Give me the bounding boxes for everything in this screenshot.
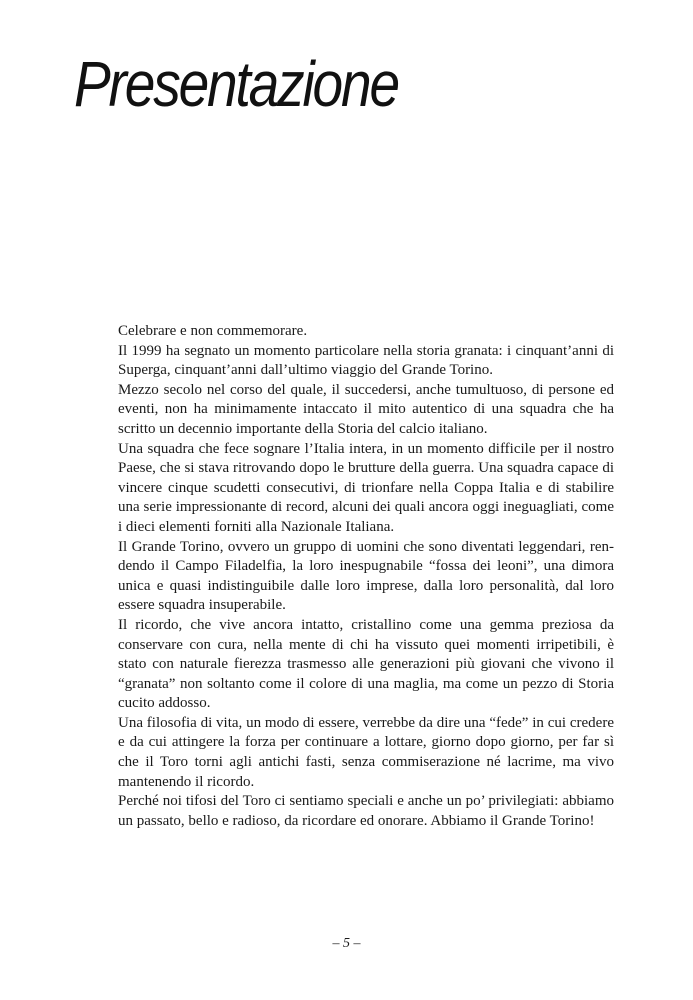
body-text	[118, 322, 614, 831]
paragraph: Il 1999 ha segnato un momento particolare nella storia granata: i cinquant’anni di Superga, cinquant’anni dall’ultimo viaggio del Grande Torino.	[118, 342, 614, 379]
paragraph: Una filosofia di vita, un modo di essere, verrebbe da dire una “fede” in cui credere e da cui attingere la forza per continuare a lottare, giorno dopo giorno, per far sì che il Toro torni agli antichi fasti, senza commiserazione né lacrime, ma vivo mantenendo il ricordo.	[118, 714, 614, 790]
paragraph: Mezzo secolo nel corso del quale, il succedersi, anche tumultuoso, di persone ed eventi, non ha minimamente intaccato il mito autentico di una squadra che ha scritto un decennio importante della Storia del calcio italiano.	[118, 381, 614, 437]
paragraph: Il Grande Torino, ovvero un gruppo di uomini che sono diventati leggendari, rendendo il Campo Filadelfia, la loro inespugnabile “fossa dei leoni”, una dimora unica e quasi indistinguibile dalle loro imprese, dalla loro personalità, dal loro essere squadra insuperabile.	[118, 538, 614, 614]
paragraph: Celebrare e non commemorare.	[118, 323, 308, 339]
page-title: Presentazione	[74, 48, 398, 120]
paragraph: Perché noi tifosi del Toro ci sentiamo speciali e anche un po’ privilegiati: abbiamo un passato, bello e radioso, da ricordare ed onorare. Abbiamo il Grande Torino!	[118, 793, 614, 829]
paragraph: Il ricordo, che vive ancora intatto, cristallino come una gemma preziosa da conservare con cura, nella mente di chi ha vissuto quei momenti irripetibili, è stato con naturale fierezza trasmesso alle generazioni più giovani che vivono il “granata” non soltanto come il colore di una maglia, ma come un pezzo di Storia cucito addosso.	[118, 616, 614, 712]
page-number: – 5 –	[332, 936, 361, 951]
paragraph: Una squadra che fece sognare l’Italia intera, in un momento difficile per il nostro Paese, che si stava ritrovando dopo le brutture della guerra. Una squadra capace di vincere cinque scudetti consecutivi, di trionfare nella Coppa Italia e di stabilire una serie impressionante di record, alcuni dei quali ancora oggi ineguagliati, come i dieci elementi forniti alla Nazionale Italiana.	[118, 440, 614, 535]
